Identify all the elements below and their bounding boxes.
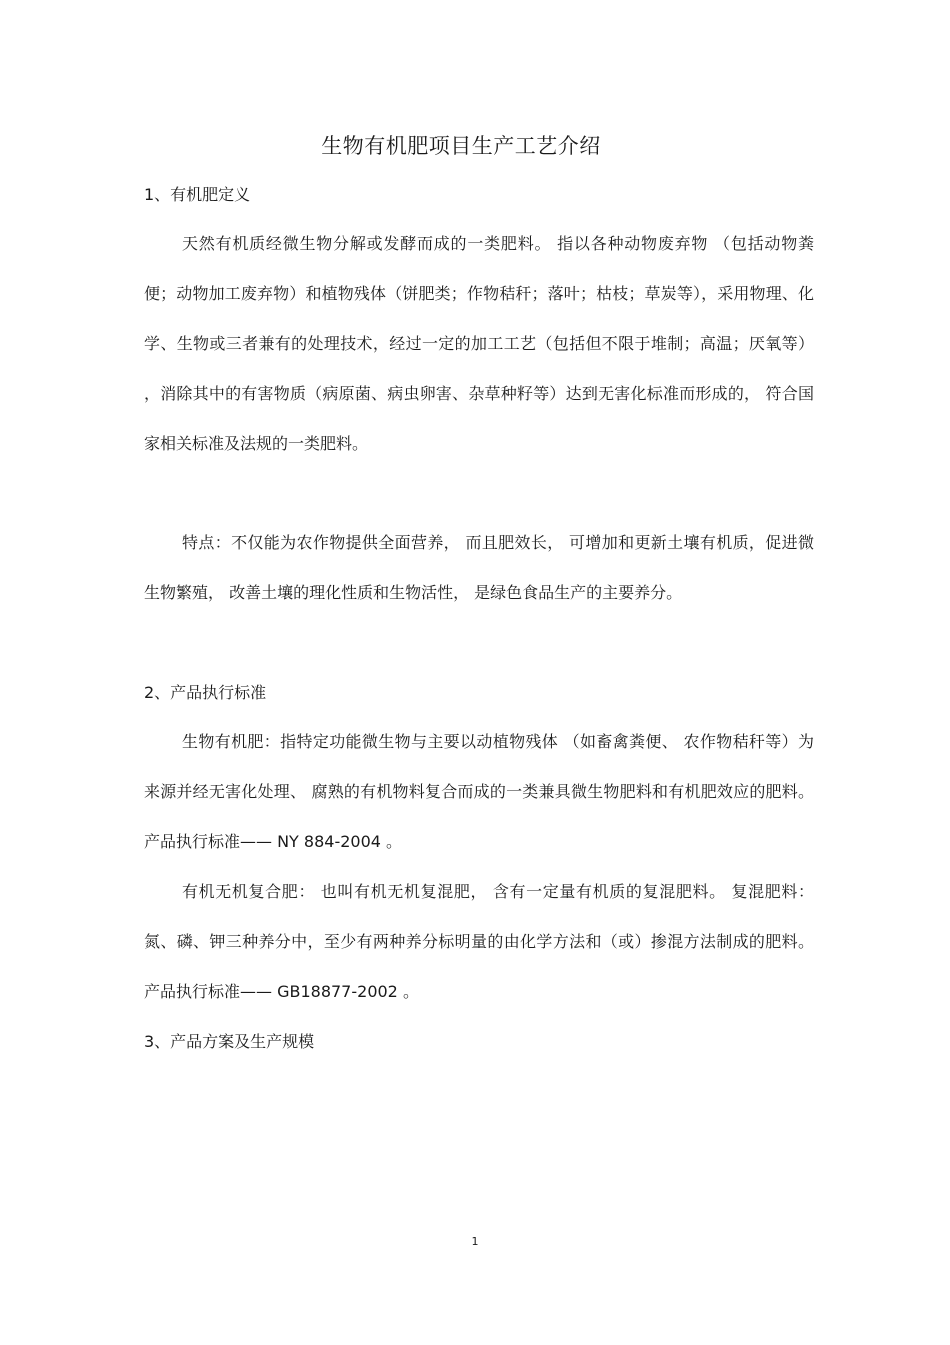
section-heading-definition: 1、有机肥定义	[144, 185, 251, 204]
paragraph-compound-fertilizer: 有机无机复合肥： 也叫有机无机复混肥， 含有一定量有机质的复混肥料。 复混肥料：氮、磷、钾三种养分中，至少有两种养分标明量的由化学方法和（或）掺混方法制成的肥料。产品执行标准—— GB18877-2002 。	[144, 882, 814, 1001]
page-number: 1	[471, 1235, 479, 1248]
page-title: 生物有机肥项目生产工艺介绍	[321, 134, 601, 158]
section-heading-product-plan: 3、产品方案及生产规模	[144, 1032, 315, 1051]
paragraph-features: 特点：不仅能为农作物提供全面营养， 而且肥效长， 可增加和更新土壤有机质，促进微生物繁殖， 改善土壤的理化性质和生物活性， 是绿色食品生产的主要养分。	[144, 533, 814, 602]
paragraph-bio-organic-fertilizer: 生物有机肥：指特定功能微生物与主要以动植物残体 （如畜禽粪便、 农作物秸秆等）为来源并经无害化处理、 腐熟的有机物料复合而成的一类兼具微生物肥料和有机肥效应的肥料。产品执行标准—— NY 884-2004 。	[144, 732, 814, 851]
paragraph-definition: 天然有机质经微生物分解或发酵而成的一类肥料。 指以各种动物废弃物 （包括动物粪便；动物加工废弃物）和植物残体（饼肥类；作物秸秆；落叶；枯枝；草炭等），采用物理、化学、生物或三者兼有的处理技术，经过一定的加工工艺（包括但不限于堆制；高温；厌氧等） ，消除其中的有害物质（病原菌、病虫卵害、杂草种籽等）达到无害化标准而形成的， 符合国家相关标准及法规的一类肥料。	[144, 234, 814, 453]
section-heading-standards: 2、产品执行标准	[144, 683, 267, 702]
